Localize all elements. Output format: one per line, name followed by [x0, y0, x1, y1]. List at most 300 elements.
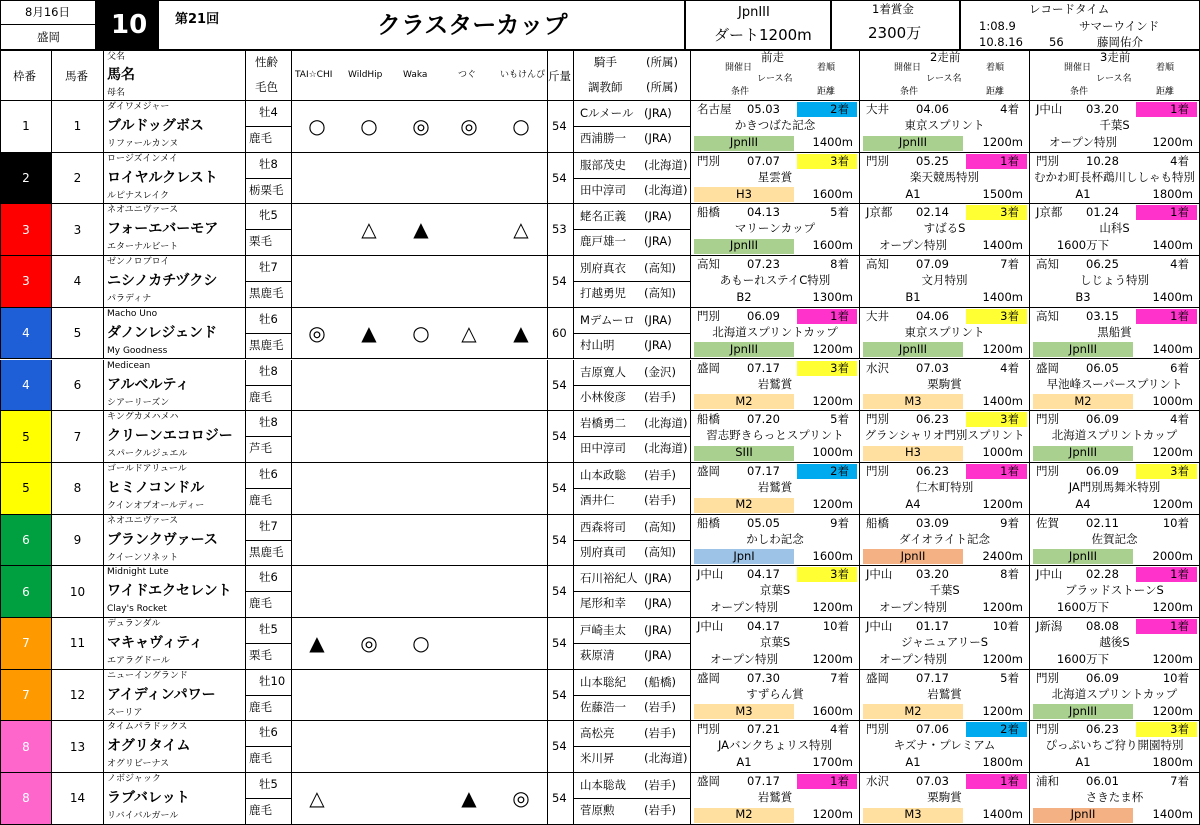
jockey-name: 服部茂史	[580, 157, 626, 172]
trainer-name: 別府真司	[580, 544, 626, 559]
prev-finish: 2着	[830, 463, 849, 478]
horse-name[interactable]: ダノンレジェンド	[107, 324, 218, 341]
prev-finish: 3着	[830, 360, 849, 375]
prev-venue: J新潟	[1036, 619, 1063, 633]
horse-name[interactable]: マキャヴィティ	[107, 635, 204, 651]
prev-date: 05.03	[747, 102, 780, 116]
sexage-cell	[246, 773, 292, 825]
entry-row	[0, 153, 1200, 205]
dam-name: クインオブオールディー	[107, 500, 205, 511]
prev-condition: JpnIII	[1068, 703, 1098, 718]
prev-race-cell	[1030, 566, 1200, 618]
prev-condition: A1	[905, 755, 921, 770]
prev-finish-label: 着順	[986, 63, 1005, 73]
prev-finish: 8着	[830, 257, 849, 272]
waku-cell	[0, 515, 52, 567]
prev-finish: 4着	[1000, 360, 1019, 375]
prev-race-name: 岩鷲賞	[927, 686, 962, 701]
prev-condition: オープン特別	[710, 600, 778, 615]
record-time: 1:08.9	[979, 19, 1016, 33]
prev-finish: 7着	[1170, 774, 1189, 789]
prev-race-cell	[860, 153, 1030, 205]
prev-distance: 1600m	[812, 548, 853, 563]
prev-condition: JpnIII	[1068, 341, 1098, 356]
prev-date: 07.17	[747, 360, 780, 375]
horse-name[interactable]: クリーンエコロジー	[107, 428, 233, 445]
prev-race-name: キズナ・プレミアム	[893, 738, 996, 753]
prev-condition: オープン特別	[710, 652, 778, 666]
horse-cell	[104, 773, 246, 825]
forecast-mark: △	[461, 320, 477, 345]
prev-date-label: 開催日	[1064, 63, 1092, 73]
prev-race-cell	[1030, 721, 1200, 773]
jockey-affil: (JRA)	[644, 623, 672, 637]
col-horse-label: 馬名	[107, 67, 135, 83]
horse-cell	[104, 721, 246, 773]
prev-race-cell	[860, 773, 1030, 825]
prev-condition: オープン特別	[1049, 135, 1117, 149]
prev-finish: 3着	[830, 567, 849, 582]
prev-distance: 1400m	[1152, 341, 1193, 356]
waku-cell	[0, 204, 52, 256]
column-header	[0, 50, 1200, 101]
prev-race-name: 山科S	[1099, 221, 1130, 236]
entry-row	[0, 204, 1200, 256]
coat-color: 栃栗毛	[249, 182, 284, 197]
forecast-cell	[292, 308, 548, 360]
prev-condition: A1	[736, 755, 752, 770]
horse-name[interactable]: ラブバレット	[107, 790, 190, 807]
horse-number: 4	[73, 274, 82, 289]
prev-race-name: 岩鷲賞	[757, 790, 793, 805]
prev-finish: 4着	[1170, 412, 1189, 427]
jockey-cell	[574, 360, 691, 412]
prev-distance: 1200m	[812, 807, 853, 822]
jockey-affil: (JRA)	[644, 209, 672, 224]
forecast-mark: ▲	[413, 217, 429, 242]
prev-condition: 1600万下	[1056, 238, 1110, 253]
horse-number: 1	[73, 119, 82, 134]
prev-date: 06.23	[916, 412, 949, 427]
record-weight: 56	[1049, 35, 1064, 49]
forecast-cell	[292, 463, 548, 515]
prev-date: 06.01	[1086, 774, 1119, 789]
dam-name: スーリア	[107, 707, 143, 718]
prev-race-cell	[691, 566, 860, 618]
prev-date-label: 開催日	[894, 63, 922, 73]
carried-weight: 54	[552, 584, 567, 599]
prev-distance: 1400m	[1152, 238, 1193, 253]
waku-number: 5	[22, 481, 30, 496]
weight-cell	[548, 204, 574, 256]
trainer-affil: (JRA)	[644, 234, 672, 249]
weight-cell	[548, 360, 574, 412]
forecast-cell	[292, 101, 548, 153]
prev-race-cell	[1030, 773, 1200, 825]
prev-venue: 船橋	[697, 515, 720, 530]
jockey-cell	[574, 101, 691, 153]
forecast-mark: ▲	[361, 320, 377, 345]
prev-date: 05.25	[916, 153, 949, 168]
prev-race-name: 岩鷲賞	[757, 376, 793, 391]
prev-finish: 3着	[1000, 412, 1019, 427]
prev-venue: 高知	[1036, 257, 1059, 272]
forecast-mark: ○	[412, 320, 430, 345]
trainer-name: 小林俊彦	[580, 389, 626, 404]
col-dam-label: 母名	[107, 88, 126, 98]
coat-color: 黒鹿毛	[249, 337, 284, 352]
umaban-cell	[52, 463, 104, 515]
coat-color: 鹿毛	[249, 389, 272, 404]
prev-race-name: 東京スプリント	[904, 118, 985, 132]
prev-finish: 10着	[992, 619, 1019, 633]
prev-race-name: 北海道スプリントカップ	[1051, 686, 1178, 701]
prev-date: 07.20	[747, 412, 780, 427]
record-label: レコードタイム	[1029, 2, 1110, 16]
horse-cell	[104, 101, 246, 153]
race-header	[0, 0, 1200, 50]
prev-date: 02.11	[1086, 515, 1119, 530]
waku-cell	[0, 411, 52, 463]
weight-cell	[548, 773, 574, 825]
sire-name: ネオユニヴァース	[107, 515, 179, 526]
prev-finish: 5着	[830, 205, 849, 220]
horse-name[interactable]: ヒミノコンドル	[107, 479, 205, 496]
prev-distance: 1700m	[812, 755, 853, 770]
prev-race-label: レース名	[757, 74, 793, 84]
sex-age: 牡8	[259, 156, 278, 171]
coat-color: 鹿毛	[249, 131, 272, 145]
jockey-name: 岩橋勇二	[580, 416, 626, 431]
jockey-name: Mデムーロ	[580, 312, 635, 327]
sire-name: Medicean	[107, 360, 151, 371]
sexage-cell	[246, 101, 292, 153]
trainer-name: 田中淳司	[580, 182, 626, 197]
prev-condition: B2	[736, 290, 752, 305]
prev-race-name: ブラッドストーンS	[1065, 583, 1164, 598]
prev-race-cell	[1030, 670, 1200, 722]
sexage-cell	[246, 153, 292, 205]
trainer-name: 佐藤浩一	[580, 699, 626, 714]
umaban-cell	[52, 360, 104, 412]
prev-venue: 水沢	[866, 360, 889, 375]
prev-venue: 門別	[1036, 722, 1059, 737]
col-trainer-label: 調教師	[588, 80, 623, 94]
prev-finish: 1着	[1000, 463, 1019, 478]
prev-date: 06.09	[1086, 670, 1119, 685]
prev-venue: 門別	[697, 153, 720, 168]
horse-name[interactable]: ロイヤルクレスト	[107, 169, 218, 186]
prev-race-name: むかわ町長杯鵡川ししゃも特別	[1034, 169, 1195, 184]
prev-date: 04.13	[747, 205, 780, 220]
prev-race-cell	[860, 360, 1030, 412]
waku-cell	[0, 153, 52, 205]
prev-finish: 4着	[1170, 257, 1189, 272]
horse-cell	[104, 670, 246, 722]
forecast-mark: ○	[308, 114, 326, 138]
prev-date: 04.06	[916, 308, 949, 323]
waku-number: 7	[22, 636, 30, 651]
sexage-cell	[246, 566, 292, 618]
prev-race-name: すずらん賞	[746, 686, 804, 701]
sex-age: 牡5	[259, 777, 278, 792]
horse-cell	[104, 515, 246, 567]
prev-venue: 高知	[1036, 308, 1059, 323]
prev-condition: M2	[735, 807, 753, 822]
prev-condition: M3	[735, 703, 753, 718]
forecast-mark: ▲	[513, 320, 529, 345]
sexage-cell	[246, 463, 292, 515]
carried-weight: 60	[552, 325, 567, 340]
prev-date: 07.06	[916, 722, 949, 737]
col-coat-label: 毛色	[255, 80, 278, 94]
jockey-affil: (高知)	[644, 519, 676, 534]
prev-dist-label: 距離	[1156, 87, 1175, 97]
prev-distance: 1800m	[1152, 755, 1193, 770]
jockey-cell	[574, 566, 691, 618]
prev-date: 03.09	[916, 515, 949, 530]
sexage-cell	[246, 670, 292, 722]
prev-finish: 1着	[1170, 102, 1189, 116]
prev-finish: 1着	[1170, 567, 1189, 582]
prev-distance: 1200m	[812, 341, 853, 356]
prev-distance: 2000m	[1152, 548, 1193, 563]
prev-venue: J中山	[697, 567, 724, 582]
waku-number: 4	[22, 377, 30, 392]
horse-name[interactable]: ニシノカチヅクシ	[107, 273, 218, 290]
horse-number: 10	[69, 584, 86, 599]
sex-age: 牡4	[259, 105, 278, 119]
prev-title: 2走前	[930, 50, 961, 64]
col-forecast	[292, 50, 548, 101]
prev-date: 02.14	[916, 205, 949, 220]
jockey-name: 吉原寛人	[580, 364, 626, 379]
umaban-cell	[52, 515, 104, 567]
trainer-name: 田中淳司	[580, 441, 626, 456]
prev-venue: 水沢	[866, 774, 889, 789]
horse-name[interactable]: ブランクヴァース	[107, 531, 218, 548]
prev-finish: 1着	[1170, 308, 1189, 323]
jockey-name: 高松亮	[580, 726, 615, 741]
venue-cell	[0, 24, 96, 50]
horse-number: 7	[73, 429, 82, 444]
horse-name[interactable]: ブルドッグボス	[107, 118, 204, 134]
prev-venue: 大井	[866, 308, 889, 323]
prev-condition: JpnIII	[729, 135, 759, 149]
horse-cell	[104, 256, 246, 308]
prev-venue: 門別	[866, 463, 889, 478]
col-weight	[548, 50, 574, 101]
prev-date: 06.09	[1086, 412, 1119, 427]
horse-name[interactable]: オグリタイム	[107, 738, 191, 755]
entry-row	[0, 411, 1200, 463]
prev-distance: 1200m	[982, 341, 1023, 356]
horse-cell	[104, 463, 246, 515]
prev-race-cell	[691, 204, 860, 256]
prev-race-cell	[691, 308, 860, 360]
prev-date: 07.21	[747, 722, 780, 737]
prev-condition: A1	[1075, 186, 1091, 201]
prev-date: 08.08	[1086, 619, 1119, 633]
jockey-affil: (JRA)	[644, 106, 672, 120]
prev-race-name: グランシャリオ門別スプリント	[864, 428, 1025, 443]
trainer-name: 萩原清	[580, 648, 615, 662]
trainer-affil: (JRA)	[644, 648, 672, 662]
entry-row	[0, 256, 1200, 308]
col-horse	[104, 50, 246, 101]
prev-distance: 1200m	[1152, 703, 1193, 718]
prev-race-name: 千葉S	[929, 583, 960, 598]
prev-distance: 1200m	[812, 393, 853, 408]
prev-date: 03.15	[1086, 308, 1119, 323]
prev-race-cell	[1030, 463, 1200, 515]
horse-number: 3	[73, 222, 82, 237]
prev-finish: 3着	[1000, 205, 1019, 220]
sexage-cell	[246, 618, 292, 670]
prev-race-name: かきつばた記念	[734, 118, 816, 132]
prev-venue: 盛岡	[697, 463, 720, 478]
prev-date: 06.05	[1086, 360, 1119, 375]
prev-finish: 3着	[1170, 722, 1189, 737]
forecast-cell	[292, 204, 548, 256]
horse-cell	[104, 204, 246, 256]
prev-finish: 3着	[1000, 308, 1019, 323]
prev-date: 06.23	[1086, 722, 1119, 737]
prev-race-cell	[860, 515, 1030, 567]
prev-race-name: 東京スプリント	[904, 324, 985, 339]
horse-name[interactable]: ワイドエクセレント	[107, 583, 232, 600]
weight-cell	[548, 411, 574, 463]
carried-weight: 54	[552, 636, 567, 650]
prev-venue: 高知	[697, 257, 720, 272]
race-edition: 第21回	[175, 12, 220, 27]
prev-race-cell	[860, 566, 1030, 618]
prev-condition: M2	[904, 703, 922, 718]
horse-name[interactable]: アイディンパワー	[107, 686, 216, 703]
horse-number: 5	[73, 326, 82, 341]
prev-venue: 門別	[866, 722, 889, 737]
jockey-affil: (船橋)	[644, 674, 676, 689]
prev-finish-label: 着順	[817, 63, 836, 73]
prev-race-cell	[860, 618, 1030, 670]
prev-race-name: マリーンカップ	[734, 221, 816, 236]
trainer-name: 村山明	[580, 337, 615, 352]
waku-number: 6	[22, 532, 30, 547]
prev-date: 03.20	[1086, 102, 1119, 116]
waku-number: 1	[22, 119, 30, 134]
waku-cell	[0, 101, 52, 153]
prev-finish: 4着	[1000, 102, 1019, 116]
horse-name[interactable]: フォーエバーモア	[107, 221, 219, 238]
trainer-name: 西浦勝一	[580, 131, 626, 145]
forecast-mark: ◎	[412, 114, 430, 138]
weight-cell	[548, 153, 574, 205]
dam-name: オグリビーナス	[107, 759, 170, 770]
prev-race-cell	[860, 308, 1030, 360]
coat-color: 黒鹿毛	[249, 544, 284, 559]
sex-age: 牡7	[259, 260, 278, 275]
sire-name: ロージズインメイ	[107, 153, 178, 164]
prev-dist-label: 距離	[986, 87, 1005, 97]
horse-cell	[104, 618, 246, 670]
prev-race-cell	[860, 204, 1030, 256]
forecast-mark: ○	[412, 631, 430, 655]
forecast-mark: ◎	[460, 114, 478, 138]
prev-venue: 船橋	[697, 205, 720, 220]
forecast-mark: ◎	[308, 320, 326, 345]
sex-age: 牡5	[259, 622, 278, 636]
horse-cell	[104, 411, 246, 463]
sex-age: 牡6	[259, 466, 278, 481]
forecast-mark: ▲	[309, 631, 325, 655]
horse-number: 11	[69, 636, 86, 651]
coat-color: 鹿毛	[249, 596, 272, 611]
prev-distance: 1200m	[1152, 135, 1193, 149]
prev-distance: 1200m	[1152, 496, 1193, 511]
prev-distance: 1200m	[1152, 445, 1193, 460]
prev-finish: 2着	[830, 102, 849, 116]
prev-date: 07.17	[916, 670, 949, 685]
carried-weight: 54	[552, 377, 567, 392]
prev-finish: 1着	[1000, 774, 1019, 789]
col-jockey	[574, 50, 691, 101]
entry-row	[0, 670, 1200, 722]
prev-race-name: あもーれステイC特別	[719, 273, 831, 288]
prev-race-name: 京葉S	[759, 583, 791, 598]
prev-distance: 2400m	[982, 548, 1023, 563]
sire-name: タイムパラドックス	[107, 722, 188, 733]
coat-color: 黒鹿毛	[249, 286, 284, 301]
jockey-cell	[574, 256, 691, 308]
prev-race-cell	[691, 463, 860, 515]
prev-race-cell	[691, 411, 860, 463]
trainer-name: 菅原勲	[580, 803, 615, 818]
jockey-name: 西森将司	[580, 519, 626, 534]
col-umaban-label: 馬番	[65, 69, 88, 83]
prev-race-cell	[691, 773, 860, 825]
prev-venue: 盛岡	[697, 774, 720, 789]
record-horse: サマーウインド	[1079, 19, 1160, 33]
prev-finish: 10着	[1162, 670, 1189, 685]
weight-cell	[548, 566, 574, 618]
forecast-mark: △	[361, 217, 377, 242]
waku-cell	[0, 566, 52, 618]
dam-name: エアラグドール	[107, 656, 170, 666]
carried-weight: 53	[552, 222, 567, 237]
weight-cell	[548, 670, 574, 722]
prev-venue: J中山	[1036, 102, 1063, 116]
prev-venue: 門別	[1036, 670, 1059, 685]
prev-finish: 7着	[1000, 257, 1019, 272]
weight-cell	[548, 721, 574, 773]
col-sexage-label: 性齢	[255, 55, 278, 69]
prev-distance: 1800m	[1152, 186, 1193, 201]
prev-condition: オープン特別	[879, 238, 947, 253]
prev-race-cell	[691, 670, 860, 722]
prev-finish: 5着	[830, 412, 849, 427]
prev-race-name: 栗駒賞	[927, 376, 962, 391]
horse-number: 12	[69, 688, 86, 703]
prev-title: 3走前	[1100, 50, 1131, 64]
jockey-name: 山本聡哉	[580, 778, 626, 793]
prev-race-name: 佐賀記念	[1091, 531, 1138, 546]
prev-finish: 4着	[830, 722, 849, 737]
prev-condition: B3	[1075, 290, 1091, 305]
dam-name: クイーンソネット	[107, 552, 179, 563]
horse-name[interactable]: アルベルティ	[107, 376, 190, 393]
trainer-affil: (北海道)	[644, 751, 688, 766]
grade-cell	[685, 0, 831, 50]
